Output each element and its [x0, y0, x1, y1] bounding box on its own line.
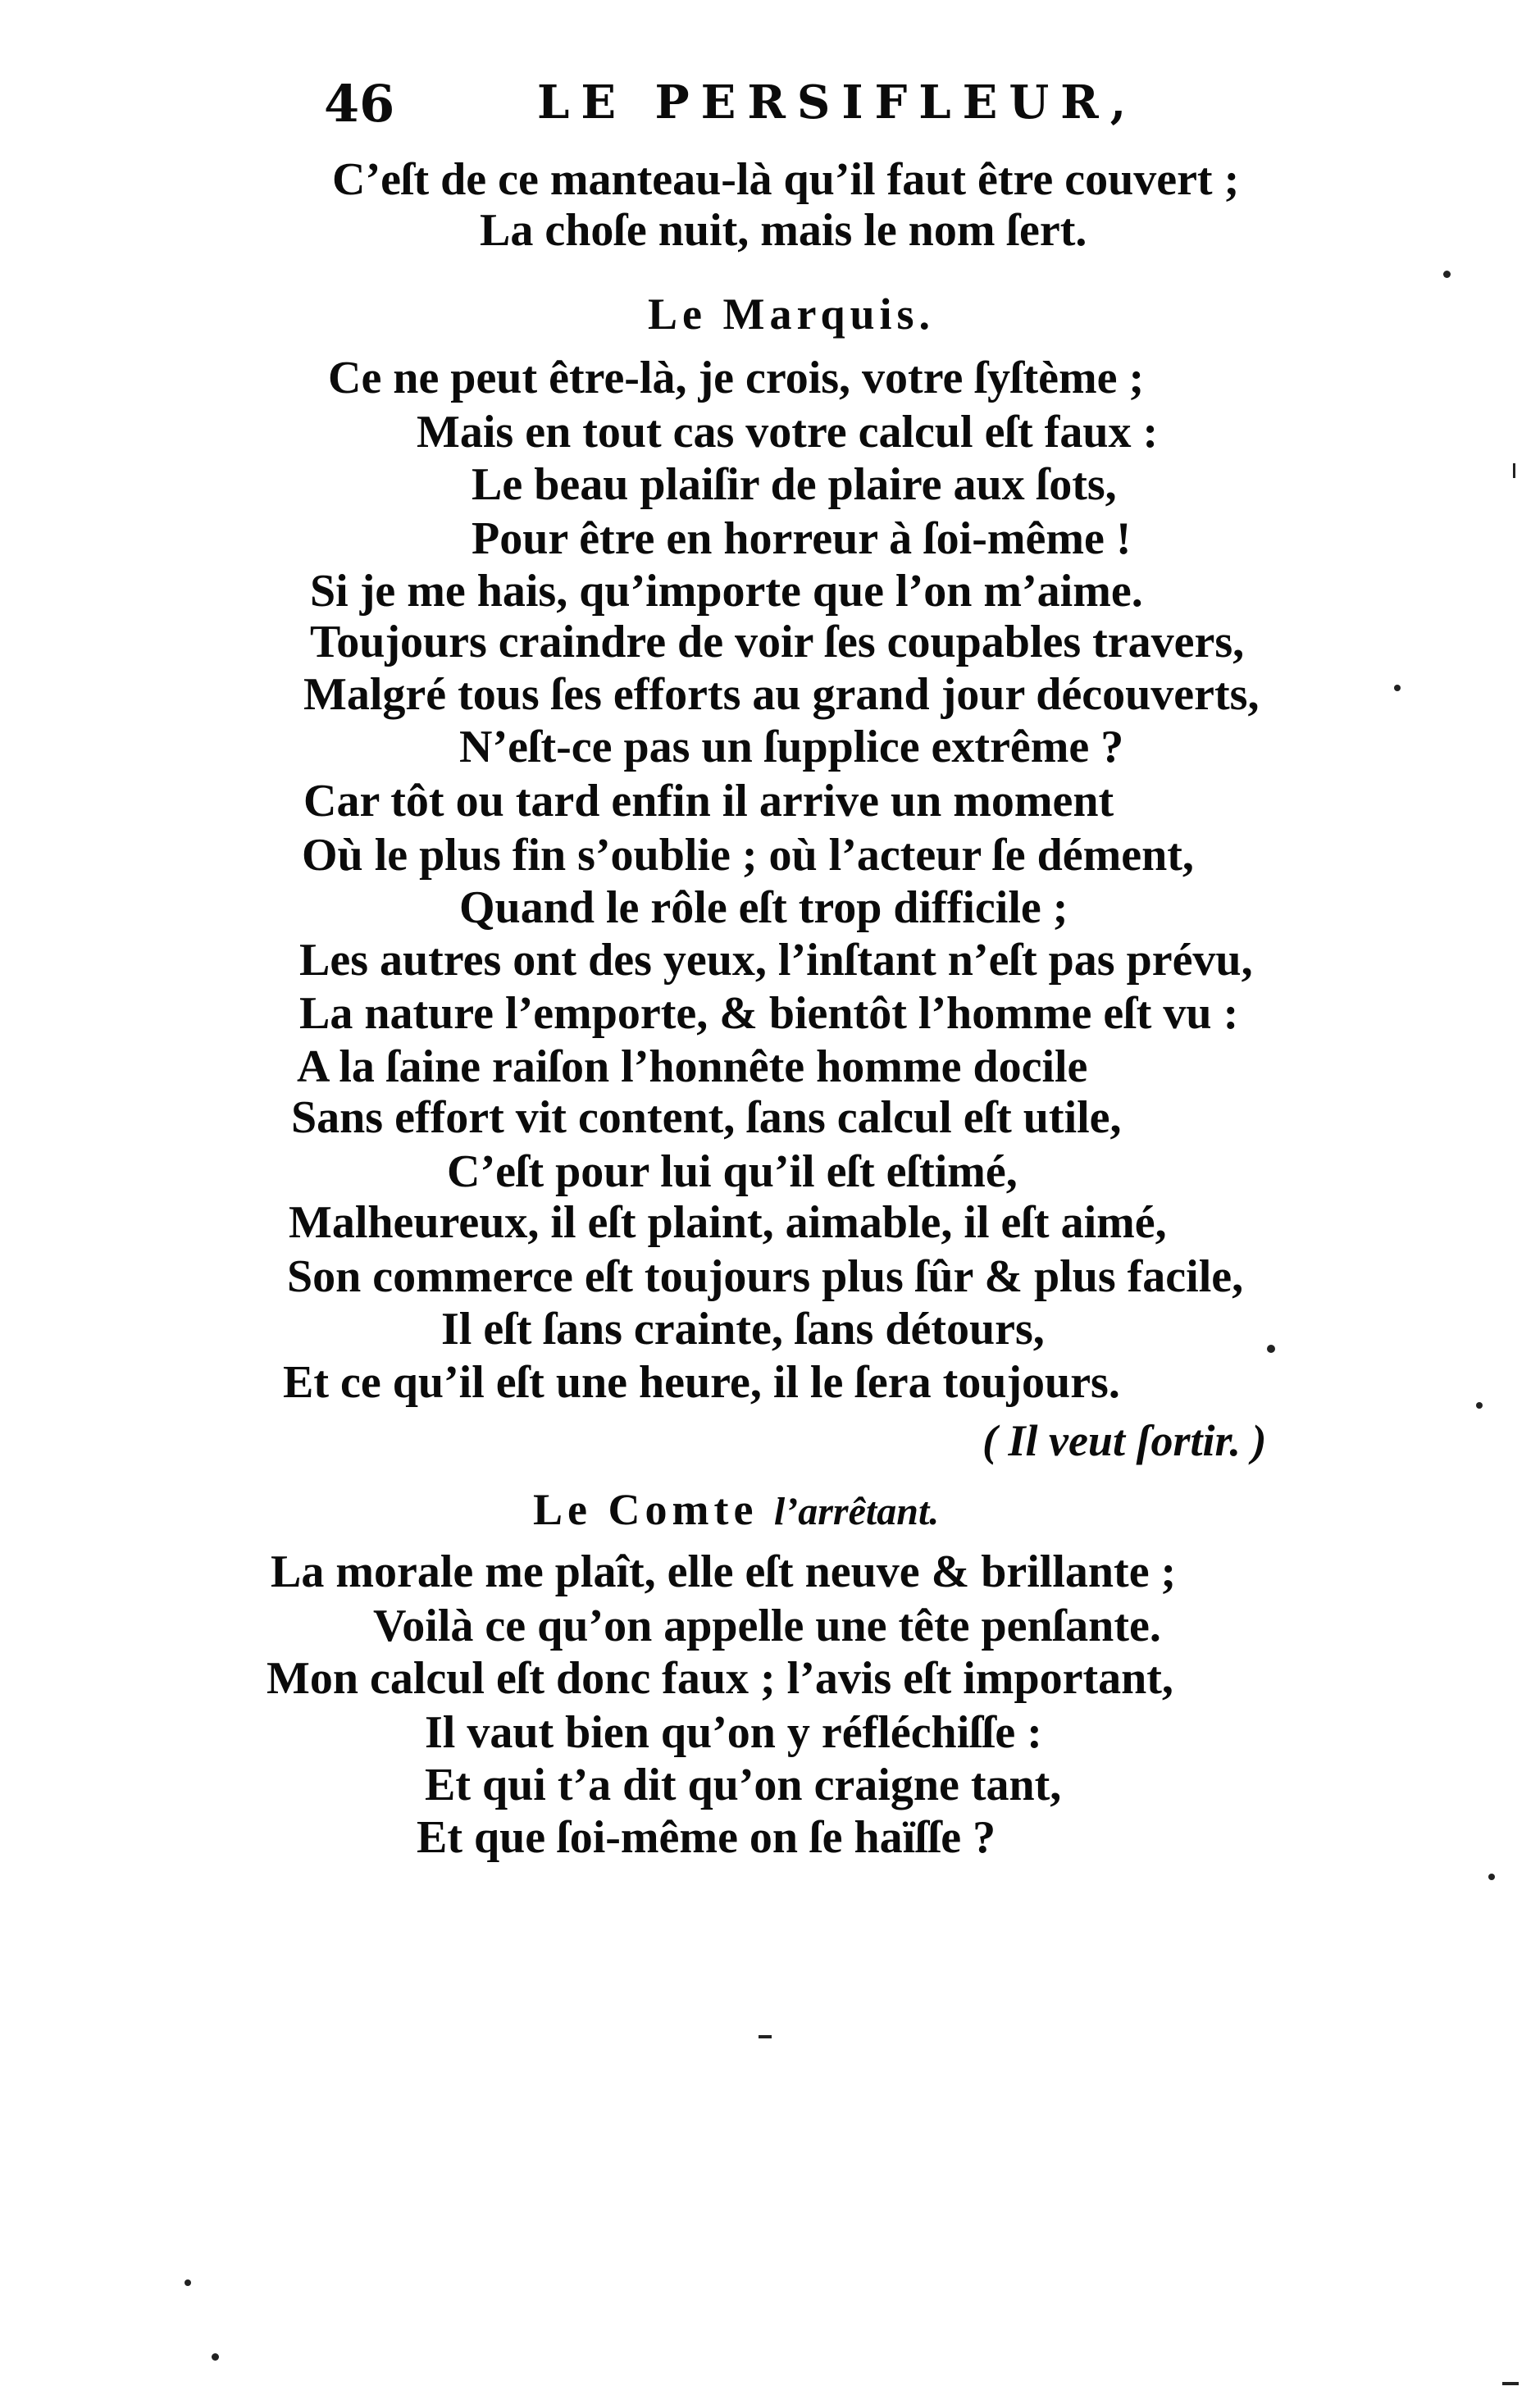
- verse-line: Malgré tous ſes efforts au grand jour découverts,: [303, 669, 1260, 720]
- scan-mark: [1513, 463, 1515, 478]
- scan-speck: [1476, 1402, 1483, 1409]
- verse-line: N’eſt-ce pas un ſupplice extrême ?: [459, 722, 1124, 772]
- verse-line: Les autres ont des yeux, l’inſtant n’eſt pas prévu,: [299, 935, 1253, 986]
- verse-line: Où le plus fin s’oublie ; où l’acteur ſe dément,: [302, 830, 1194, 881]
- speaker-heading: [533, 1484, 939, 1535]
- verse-line: Son commerce eſt toujours plus ſûr & plus facile,: [287, 1251, 1244, 1302]
- scan-speck: [1488, 1874, 1495, 1880]
- verse-line: Ce ne peut être-là, je crois, votre ſyſtème ;: [328, 353, 1145, 403]
- running-title: LE PERSIFLEUR,: [537, 75, 1138, 130]
- verse-line: Le beau plaiſir de plaire aux ſots,: [472, 459, 1117, 510]
- verse-line: Et ce qu’il eſt une heure, il le ſera toujours.: [283, 1357, 1120, 1408]
- verse-line: Il eſt ſans crainte, ſans détours,: [441, 1304, 1045, 1355]
- verse-line: Sans effort vit content, ſans calcul eſt utile,: [291, 1092, 1122, 1143]
- verse-line: La morale me plaît, elle eſt neuve & brillante ;: [271, 1546, 1177, 1597]
- verse-line: Mon calcul eſt donc faux ; l’avis eſt important,: [267, 1653, 1173, 1704]
- verse-line: Et que ſoi-même on ſe haïſſe ?: [417, 1812, 996, 1863]
- verse-line: Car tôt ou tard enfin il arrive un moment: [303, 776, 1114, 827]
- verse-line: Malheureux, il eſt plaint, aimable, il eſt aimé,: [289, 1197, 1167, 1248]
- page-header: [324, 74, 1218, 152]
- verse-line: Et qui t’a dit qu’on craigne tant,: [425, 1760, 1062, 1810]
- verse-line: Voilà ce qu’on appelle une tête penſante.: [373, 1601, 1161, 1651]
- scan-speck: [1267, 1345, 1275, 1353]
- verse-line: Quand le rôle eſt trop difficile ;: [459, 882, 1068, 933]
- page-number: 46: [324, 74, 395, 134]
- verse-line: La choſe nuit, mais le nom ſert.: [480, 205, 1087, 256]
- verse-line: Toujours craindre de voir ſes coupables travers,: [310, 617, 1245, 667]
- scan-mark: [1502, 2382, 1519, 2385]
- verse-line: C’eſt pour lui qu’il eſt eſtimé,: [447, 1146, 1018, 1197]
- scan-speck: [1443, 271, 1451, 278]
- scan-speck: [185, 2279, 191, 2286]
- speaker-name: Le Comte: [533, 1485, 759, 1534]
- verse-line: Si je me hais, qu’importe que l’on m’aime.: [310, 566, 1143, 617]
- scan-speck: [212, 2353, 219, 2361]
- scan-speck: [1394, 685, 1401, 691]
- verse-line: Il vaut bien qu’on y réfléchiſſe :: [425, 1707, 1042, 1758]
- verse-line: A la ſaine raiſon l’honnête homme docile: [297, 1041, 1088, 1092]
- verse-line: C’eſt de ce manteau-là qu’il faut être couvert ;: [332, 154, 1240, 205]
- stage-direction: ( Il veut ſortir. ): [982, 1416, 1267, 1465]
- verse-line: La nature l’emporte, & bientôt l’homme eſt vu :: [299, 988, 1239, 1039]
- speaker-stage-direction: l’arrêtant.: [773, 1490, 940, 1533]
- scan-mark: [759, 2035, 772, 2038]
- speaker-name: Le Marquis.: [648, 289, 936, 339]
- verse-line: Pour être en horreur à ſoi-même !: [472, 513, 1132, 564]
- verse-line: Mais en tout cas votre calcul eſt faux :: [417, 407, 1159, 458]
